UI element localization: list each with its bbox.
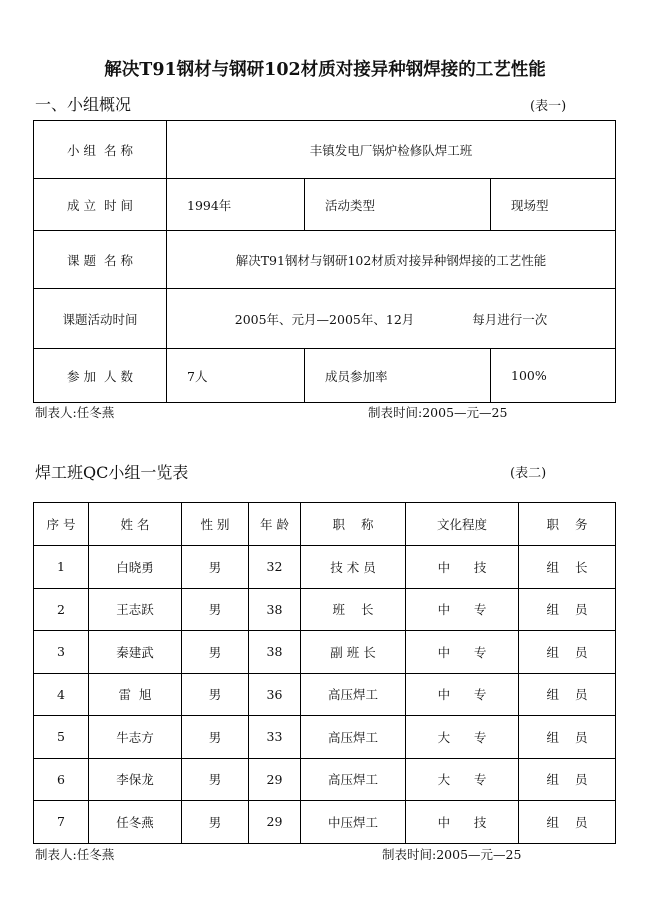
table1-maker: 制表人:任冬燕 bbox=[35, 405, 115, 420]
table-row bbox=[34, 758, 616, 801]
activity-type-value: 现场型 bbox=[491, 179, 616, 231]
cell-index: 1 bbox=[34, 546, 89, 589]
cell-education: 中 专 bbox=[406, 588, 519, 631]
group-name-label: 小 组 名 称 bbox=[34, 121, 167, 179]
table1-date: 制表时间:2005—元—25 bbox=[368, 405, 508, 420]
cell-age: 32 bbox=[249, 546, 301, 589]
cell-position: 组 员 bbox=[519, 673, 616, 716]
cell-age: 29 bbox=[249, 758, 301, 801]
cell-education: 大 专 bbox=[406, 758, 519, 801]
cell-title: 班 长 bbox=[301, 588, 406, 631]
cell-age: 33 bbox=[249, 716, 301, 759]
established-label: 成 立 时 间 bbox=[34, 179, 167, 231]
col-header-education: 文化程度 bbox=[406, 503, 519, 546]
col-header-age: 年 龄 bbox=[249, 503, 301, 546]
section1-tag: (表一) bbox=[530, 99, 567, 114]
table-row bbox=[34, 179, 616, 231]
table2-date: 制表时间:2005—元—25 bbox=[382, 847, 522, 862]
cell-name: 秦建武 bbox=[89, 631, 182, 674]
participation-rate-value: 100% bbox=[491, 349, 616, 403]
document-title: 解决T91钢材与钢研102材质对接异种钢焊接的工艺性能 bbox=[104, 60, 546, 80]
col-header-gender: 性 别 bbox=[182, 503, 249, 546]
col-header-position: 职 务 bbox=[519, 503, 616, 546]
cell-gender: 男 bbox=[182, 758, 249, 801]
cell-index: 2 bbox=[34, 588, 89, 631]
period-value-cell bbox=[167, 289, 616, 349]
cell-name: 任冬燕 bbox=[89, 801, 182, 844]
cell-position: 组 员 bbox=[519, 758, 616, 801]
cell-education: 中 专 bbox=[406, 631, 519, 674]
section1-heading: 一、小组概况 bbox=[35, 95, 132, 114]
col-header-title: 职 称 bbox=[301, 503, 406, 546]
cell-position: 组 员 bbox=[519, 588, 616, 631]
topic-value: 解决T91钢材与钢研102材质对接异种钢焊接的工艺性能 bbox=[167, 231, 616, 289]
period-label: 课题活动时间 bbox=[34, 289, 167, 349]
cell-index: 3 bbox=[34, 631, 89, 674]
cell-title: 高压焊工 bbox=[301, 716, 406, 759]
group-name-value: 丰镇发电厂锅炉检修队焊工班 bbox=[167, 121, 616, 179]
cell-title: 技 术 员 bbox=[301, 546, 406, 589]
table-row bbox=[34, 801, 616, 844]
group-overview-table bbox=[33, 120, 616, 403]
section2-heading: 焊工班QC小组一览表 bbox=[35, 463, 189, 482]
table-row bbox=[34, 349, 616, 403]
col-header-name: 姓 名 bbox=[89, 503, 182, 546]
cell-title: 副 班 长 bbox=[301, 631, 406, 674]
topic-label: 课 题 名 称 bbox=[34, 231, 167, 289]
members-label: 参 加 人 数 bbox=[34, 349, 167, 403]
cell-name: 李保龙 bbox=[89, 758, 182, 801]
table-row bbox=[34, 588, 616, 631]
period-frequency: 每月进行一次 bbox=[472, 311, 548, 327]
cell-age: 36 bbox=[249, 673, 301, 716]
period-value: 2005年、元月—2005年、12月 bbox=[234, 311, 415, 327]
cell-title: 高压焊工 bbox=[301, 673, 406, 716]
cell-name: 王志跃 bbox=[89, 588, 182, 631]
table-row bbox=[34, 631, 616, 674]
cell-title: 中压焊工 bbox=[301, 801, 406, 844]
cell-position: 组 员 bbox=[519, 631, 616, 674]
cell-position: 组 长 bbox=[519, 546, 616, 589]
cell-education: 中 技 bbox=[406, 546, 519, 589]
cell-name: 白晓勇 bbox=[89, 546, 182, 589]
table-row bbox=[34, 121, 616, 179]
cell-index: 6 bbox=[34, 758, 89, 801]
col-header-index: 序 号 bbox=[34, 503, 89, 546]
cell-gender: 男 bbox=[182, 673, 249, 716]
section2-tag: (表二) bbox=[510, 466, 547, 481]
cell-index: 7 bbox=[34, 801, 89, 844]
activity-type-label: 活动类型 bbox=[305, 179, 491, 231]
table-row bbox=[34, 289, 616, 349]
established-value: 1994年 bbox=[167, 179, 305, 231]
members-value: 7人 bbox=[167, 349, 305, 403]
cell-gender: 男 bbox=[182, 588, 249, 631]
cell-name: 牛志方 bbox=[89, 716, 182, 759]
cell-gender: 男 bbox=[182, 716, 249, 759]
table-row bbox=[34, 716, 616, 759]
table2-maker: 制表人:任冬燕 bbox=[35, 847, 115, 862]
cell-index: 4 bbox=[34, 673, 89, 716]
table-row bbox=[34, 546, 616, 589]
cell-age: 29 bbox=[249, 801, 301, 844]
cell-title: 高压焊工 bbox=[301, 758, 406, 801]
cell-position: 组 员 bbox=[519, 801, 616, 844]
cell-gender: 男 bbox=[182, 546, 249, 589]
participation-rate-label: 成员参加率 bbox=[305, 349, 491, 403]
cell-education: 大 专 bbox=[406, 716, 519, 759]
table-header-row bbox=[34, 503, 616, 546]
table-row bbox=[34, 673, 616, 716]
cell-education: 中 技 bbox=[406, 801, 519, 844]
cell-age: 38 bbox=[249, 631, 301, 674]
cell-gender: 男 bbox=[182, 631, 249, 674]
cell-age: 38 bbox=[249, 588, 301, 631]
cell-name: 雷 旭 bbox=[89, 673, 182, 716]
cell-education: 中 专 bbox=[406, 673, 519, 716]
cell-index: 5 bbox=[34, 716, 89, 759]
member-list-table bbox=[33, 502, 616, 844]
table-row bbox=[34, 231, 616, 289]
cell-position: 组 员 bbox=[519, 716, 616, 759]
cell-gender: 男 bbox=[182, 801, 249, 844]
